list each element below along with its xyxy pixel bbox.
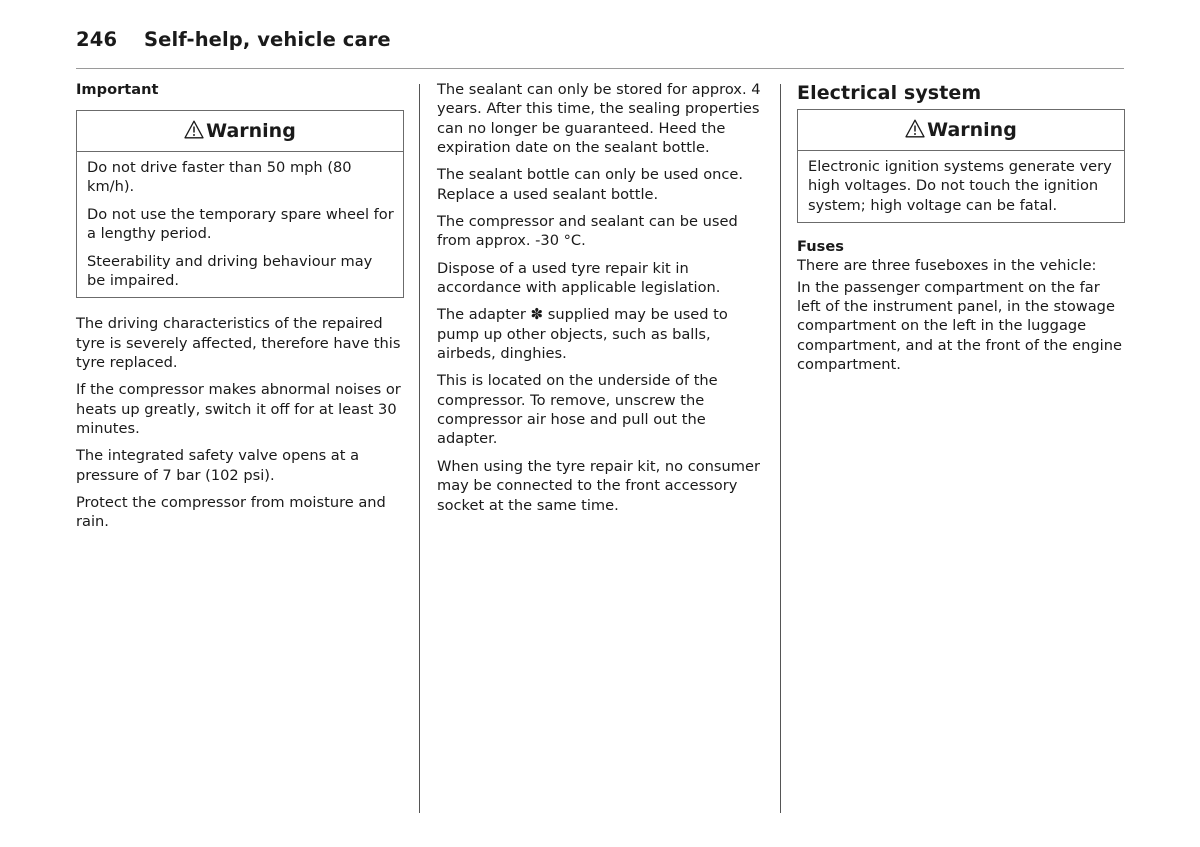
fuses-subheading: Fuses [797,238,844,256]
warning-body [798,151,1124,222]
warning-body [77,152,403,297]
body-paragraph: There are three fuseboxes in the vehicle: [797,257,1097,275]
warning-title: Warning [206,120,296,142]
warning-box [797,109,1125,223]
adapter-text-before: The adapter [437,306,526,324]
warning-header [77,111,403,152]
column-divider [780,84,781,813]
column-divider [419,84,420,813]
page-number: 246 [76,28,118,51]
warning-header [798,110,1124,151]
body-paragraph: If the compressor makes abnormal noises or heats up greatly, switch it off for at least 30 minutes. [76,381,401,438]
page-title: Self-help, vehicle care [144,28,391,51]
adapter-paragraph [437,305,767,363]
warning-text: Do not drive faster than 50 mph (80 km/h). [87,159,352,196]
warning-title: Warning [927,119,1017,141]
body-paragraph: The driving characteristics of the repaired tyre is severely affected, therefore have this tyre replaced. [76,315,401,372]
body-paragraph: Protect the compressor from moisture and rain. [76,494,386,531]
column-left [76,80,404,540]
body-paragraph: This is located on the underside of the compressor. To remove, unscrew the compressor air hose and pull out the adapter. [437,372,718,448]
warning-text: Electronic ignition systems generate very high voltages. Do not touch the ignition system; high voltage can be fatal. [808,158,1112,214]
adapter-text-after: supplied may be used to pump up other objects, such as balls, airbeds, dinghies. [437,306,728,363]
warning-text: Steerability and driving behaviour may be impaired. [87,252,373,290]
fan-symbol-icon: ✽ [530,305,544,324]
body-paragraph: Dispose of a used tyre repair kit in accordance with applicable legislation. [437,259,721,297]
important-subheading: Important [76,81,159,98]
warning-text: Do not use the temporary spare wheel for a lengthy period. [87,205,394,243]
column-right [797,80,1125,382]
warning-box [76,110,404,298]
body-paragraph: In the passenger compartment on the far left of the instrument panel, in the stowage compartment on the left in the luggage compartment, and at the front of the engine compartment. [797,278,1122,374]
body-paragraph: The integrated safety valve opens at a pressure of 7 bar (102 psi). [76,447,360,484]
body-paragraph: The compressor and sealant can be used from approx. -30 °C. [437,213,738,250]
body-paragraph: The sealant bottle can only be used once. Replace a used sealant bottle. [437,166,744,203]
section-heading: Electrical system [797,82,982,104]
warning-triangle-icon [184,120,204,139]
page-header [76,28,1124,69]
warning-triangle-icon [905,119,925,138]
body-paragraph: The sealant can only be stored for approx. 4 years. After this time, the sealing properties can no longer be guaranteed. Heed the expiration date on the sealant bottle. [437,81,761,157]
body-paragraph: When using the tyre repair kit, no consumer may be connected to the front accessory socket at the same time. [437,457,760,514]
column-middle [437,80,767,523]
